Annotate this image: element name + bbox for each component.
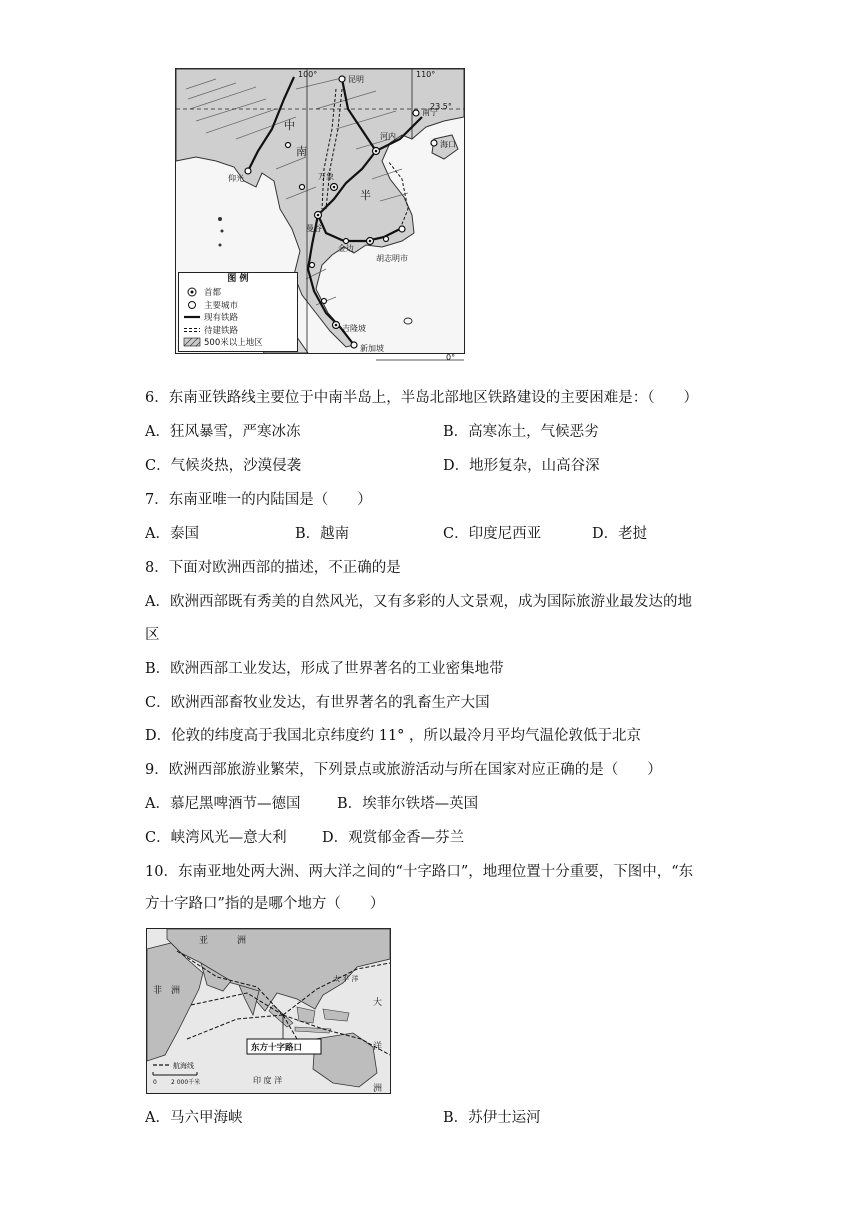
label-asia-1: 亚 bbox=[199, 936, 209, 946]
legend-row-planned-railway bbox=[179, 324, 297, 337]
city-hanoi: 河内 bbox=[380, 132, 396, 141]
legend-label-capital: 首都 bbox=[204, 288, 222, 299]
lon-100-label: 100° bbox=[298, 70, 318, 79]
city-symbol bbox=[184, 300, 200, 310]
peninsula-label-zhong: 中 bbox=[284, 119, 295, 132]
label-africa: 非 洲 bbox=[153, 986, 181, 996]
q6-option-a[interactable]: A．狂风暴雪，严寒冰冻 bbox=[145, 424, 301, 440]
question-10: 10．东南亚地处两大洲、两大洋之间的“十字路口”，地理位置十分重要，下图中，“东 bbox=[145, 864, 694, 880]
q6-option-c[interactable]: C．气候炎热，沙漠侵袭 bbox=[145, 458, 302, 474]
q8-option-b[interactable]: B．欧洲西部工业发达，形成了世界著名的工业密集地带 bbox=[145, 661, 504, 677]
question-9: 9．欧洲西部旅游业繁荣，下列景点或旅游活动与所在国家对应正确的是（ ） bbox=[145, 762, 662, 778]
legend-label-highland: 500米以上地区 bbox=[204, 338, 263, 349]
label-zhou: 洲 bbox=[373, 1084, 383, 1094]
question-6: 6．东南亚铁路线主要位于中南半岛上，半岛北部地区铁路建设的主要困难是：（ ） bbox=[145, 390, 698, 406]
q10-option-a[interactable]: A．马六甲海峡 bbox=[145, 1110, 243, 1126]
q6-option-d[interactable]: D．地形复杂，山高谷深 bbox=[443, 458, 600, 474]
city-bangkok: 曼谷 bbox=[306, 224, 322, 233]
city-phnom-penh: 金边 bbox=[338, 244, 354, 253]
existing-railway-symbol bbox=[184, 314, 200, 320]
q8-option-d[interactable]: D．伦敦的纬度高于我国北京纬度约 11° ，所以最冷月平均气温伦敦低于北京 bbox=[145, 728, 642, 744]
route-legend-label: 航海线 bbox=[173, 1062, 194, 1070]
label-pacific: 太 平 洋 bbox=[333, 975, 359, 983]
lon-110-label: 110° bbox=[416, 70, 436, 79]
q9-option-b[interactable]: B．埃菲尔铁塔—英国 bbox=[337, 796, 479, 812]
legend-label-existing-railway: 现有铁路 bbox=[204, 313, 239, 324]
q8-option-a[interactable]: A．欧洲西部既有秀美的自然风光，又有多彩的人文景观，成为国际旅游业最发达的地 bbox=[145, 594, 692, 610]
q7-option-a[interactable]: A．泰国 bbox=[145, 526, 199, 542]
map-legend bbox=[178, 272, 298, 352]
legend-row-highland bbox=[179, 336, 297, 349]
lat-0-label: 0° bbox=[446, 353, 456, 362]
q10-option-b[interactable]: B．苏伊士运河 bbox=[443, 1110, 541, 1126]
legend-row-existing-railway bbox=[179, 311, 297, 324]
legend-label-city: 主要城市 bbox=[204, 300, 239, 311]
q7-option-d[interactable]: D．老挝 bbox=[592, 526, 648, 542]
city-nanning: 南宁 bbox=[422, 108, 438, 117]
crossroads-map-drawing bbox=[147, 929, 390, 1093]
city-vientiane: 万象 bbox=[318, 172, 334, 181]
highland-hatch-symbol bbox=[184, 338, 200, 346]
scale-zero: 0 bbox=[153, 1079, 157, 1086]
legend-row-city bbox=[179, 299, 297, 312]
q7-option-b[interactable]: B．越南 bbox=[295, 526, 350, 542]
planned-railway-symbol bbox=[184, 327, 200, 333]
peninsula-label-nan: 南 bbox=[296, 145, 307, 158]
legend-label-planned-railway: 待建铁路 bbox=[204, 325, 239, 336]
q6-option-b[interactable]: B．高寒冻土，气候恶劣 bbox=[443, 424, 599, 440]
q8-option-a-cont[interactable]: 区 bbox=[145, 627, 160, 643]
city-singapore: 新加坡 bbox=[360, 344, 384, 353]
city-haikou: 海口 bbox=[440, 140, 456, 149]
q7-option-c[interactable]: C．印度尼西亚 bbox=[443, 526, 542, 542]
legend-row-capital bbox=[179, 286, 297, 299]
legend-title: 图 例 bbox=[227, 274, 249, 284]
eastern-crossroads-map bbox=[146, 928, 391, 1094]
label-asia-2: 洲 bbox=[237, 936, 247, 946]
q8-option-c[interactable]: C．欧洲西部畜牧业发达，有世界著名的乳畜生产大国 bbox=[145, 695, 490, 711]
lat-23-5-label: 23.5° bbox=[430, 102, 452, 111]
label-da: 大 bbox=[373, 998, 383, 1008]
scale-label: 2 000千米 bbox=[171, 1079, 201, 1086]
city-kunming: 昆明 bbox=[348, 75, 364, 84]
q9-option-c[interactable]: C．峡湾风光—意大利 bbox=[145, 830, 287, 846]
q9-option-d[interactable]: D．观赏郁金香—芬兰 bbox=[322, 830, 465, 846]
q9-option-a[interactable]: A．慕尼黑啤酒节—德国 bbox=[145, 796, 301, 812]
question-8: 8．下面对欧洲西部的描述，不正确的是 bbox=[145, 560, 401, 576]
city-ho-chi-minh: 胡志明市 bbox=[376, 254, 408, 263]
city-yangon: 仰光 bbox=[228, 174, 244, 183]
crossroads-label: 东方十字路口 bbox=[251, 1043, 303, 1053]
question-7: 7．东南亚唯一的内陆国是（ ） bbox=[145, 492, 372, 508]
label-yang: 洋 bbox=[373, 1042, 383, 1052]
peninsula-label-ban: 半 bbox=[360, 189, 371, 202]
label-indian-ocean: 印 度 洋 bbox=[253, 1076, 283, 1085]
capital-symbol bbox=[184, 287, 200, 297]
question-10-cont: 方十字路口”指的是哪个地方（ ） bbox=[145, 896, 385, 912]
city-kuala-lumpur: 吉隆坡 bbox=[342, 324, 366, 333]
